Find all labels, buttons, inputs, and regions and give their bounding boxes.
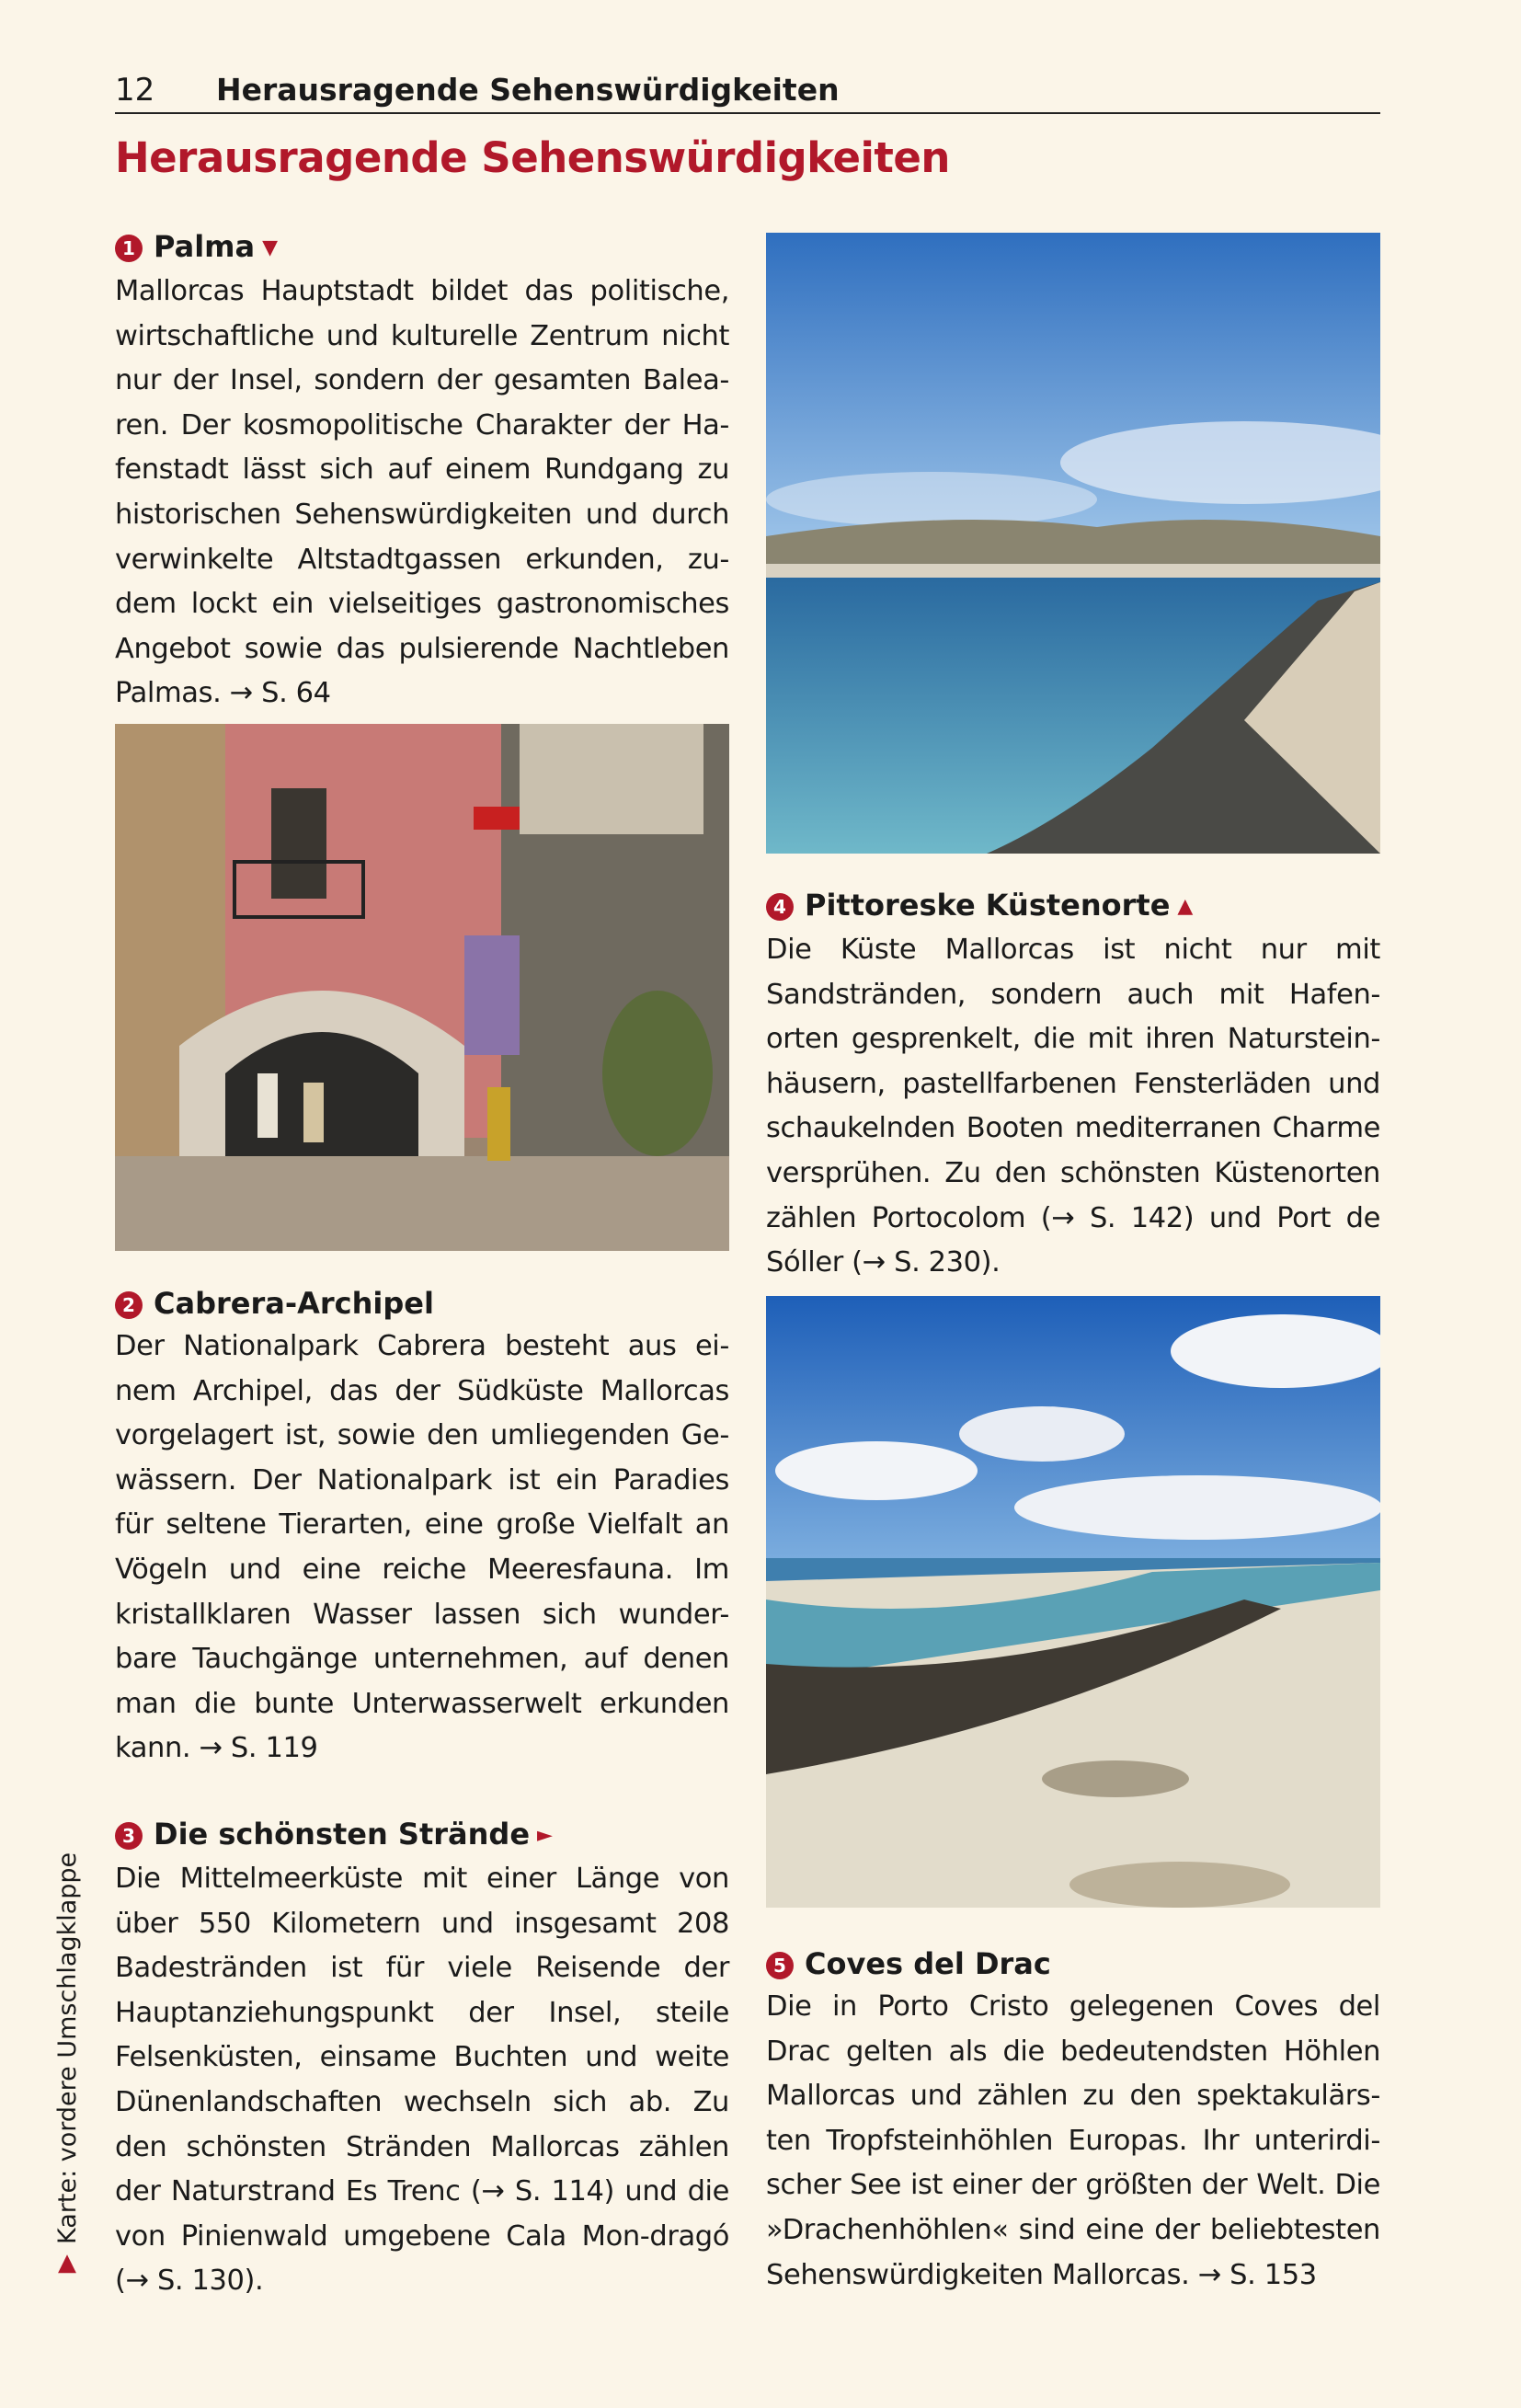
running-title: Herausragende Sehenswürdigkeiten bbox=[216, 72, 840, 108]
item-title bbox=[115, 1282, 729, 1324]
item-title-text: Coves del Drac bbox=[805, 1946, 1051, 1981]
item-straende bbox=[115, 1813, 729, 2304]
item-text: Die Küste Mallorcas ist nicht nur mit Sandstränden, sondern auch mit Hafen-orten gesprenkelt, die mit ihren Naturstein-häusern, pastellfarbenen Fensterläden und schaukelnden Booten mediterranen Charme versprühen. Zu den schönsten Küstenorten zählen Portocolom (→ S. 142) und Port de Sóller (→ S. 230). bbox=[766, 934, 1380, 1279]
arrow-icon: ▲ bbox=[58, 2249, 76, 2276]
item-title-text: Cabrera-Archipel bbox=[154, 1286, 434, 1321]
item-number: 1 bbox=[115, 235, 143, 262]
map-marker-icon: ► bbox=[537, 1824, 553, 1847]
item-title bbox=[766, 884, 1380, 928]
harbour-bay-photo bbox=[766, 233, 1380, 854]
item-palma bbox=[115, 225, 729, 717]
map-reference-note bbox=[49, 1812, 86, 2276]
item-title bbox=[115, 225, 729, 269]
item-title-text: Palma bbox=[154, 229, 256, 264]
item-cabrera bbox=[115, 1282, 729, 1772]
item-number: 4 bbox=[766, 893, 794, 921]
running-header bbox=[115, 72, 1380, 114]
map-marker-icon: ▲ bbox=[1177, 895, 1194, 918]
item-text: Die Mittelmeerküste mit einer Länge von über 550 Kilometern und insgesamt 208 Badestränden ist für viele Reisende der Hauptanziehungspunkt der Insel, steile Felsenküsten, einsame Buchten und weite Dünenlandschaften wechseln sich ab. Zu den schönsten Stränden Mallorcas zählen der Naturstrand Es Trenc (→ S. 114) und die von Pinienwald umgebene Cala Mon-dragó (→ S. 130). bbox=[115, 1863, 729, 2298]
item-text: Die in Porto Cristo gelegenen Coves del Drac gelten als die bedeutendsten Höhlen Mallorcas und zählen zu den spektakulärs-ten Tropfsteinhöhlen Europas. Ihr unterirdi-scher See ist einer der größten der Welt. Die »Drachenhöhlen« sind eine der beliebtesten Sehenswürdigkeiten Mallorcas. → S. 153 bbox=[766, 1990, 1380, 2291]
item-title bbox=[766, 1943, 1380, 1985]
item-kuestenorte bbox=[766, 884, 1380, 1286]
item-title-text: Pittoreske Küstenorte bbox=[805, 888, 1171, 923]
item-title bbox=[115, 1813, 729, 1857]
item-text: Der Nationalpark Cabrera besteht aus ei-nem Archipel, das der Südküste Mallorcas vorgelagert ist, sowie den umliegenden Ge-wässern. Der Nationalpark ist ein Paradies für seltene Tierarten, eine große Vielfalt an Vögeln und eine reiche Meeresfauna. Im kristallklaren Wasser lassen sich wunder-bare Tauchgänge unternehmen, auf denen man die bunte Unterwasserwelt erkunden kann. → S. 119 bbox=[115, 1330, 729, 1765]
palma-street-photo bbox=[115, 724, 729, 1251]
page-number: 12 bbox=[115, 72, 155, 109]
beach-photo bbox=[766, 1296, 1380, 1908]
item-text: Mallorcas Hauptstadt bildet das politische, wirtschaftliche und kulturelle Zentrum nicht nur der Insel, sondern der gesamten Balea-ren. Der kosmopolitische Charakter der Ha-fenstadt lässt sich auf einem Rundgang zu historischen Sehenswürdigkeiten und durch verwinkelte Altstadtgassen erkunden, zu-dem lockt ein vielseitiges gastronomisches Angebot sowie das pulsierende Nachtleben Palmas. → S. 64 bbox=[115, 275, 729, 710]
page-title: Herausragende Sehenswürdigkeiten bbox=[115, 133, 950, 182]
item-number: 3 bbox=[115, 1822, 143, 1850]
item-number: 5 bbox=[766, 1952, 794, 1979]
map-reference-text: Karte: vordere Umschlagklappe bbox=[52, 1852, 82, 2244]
item-number: 2 bbox=[115, 1291, 143, 1319]
map-marker-icon: ▼ bbox=[262, 236, 279, 259]
item-coves-del-drac bbox=[766, 1943, 1380, 2298]
item-title-text: Die schönsten Strände bbox=[154, 1817, 531, 1852]
